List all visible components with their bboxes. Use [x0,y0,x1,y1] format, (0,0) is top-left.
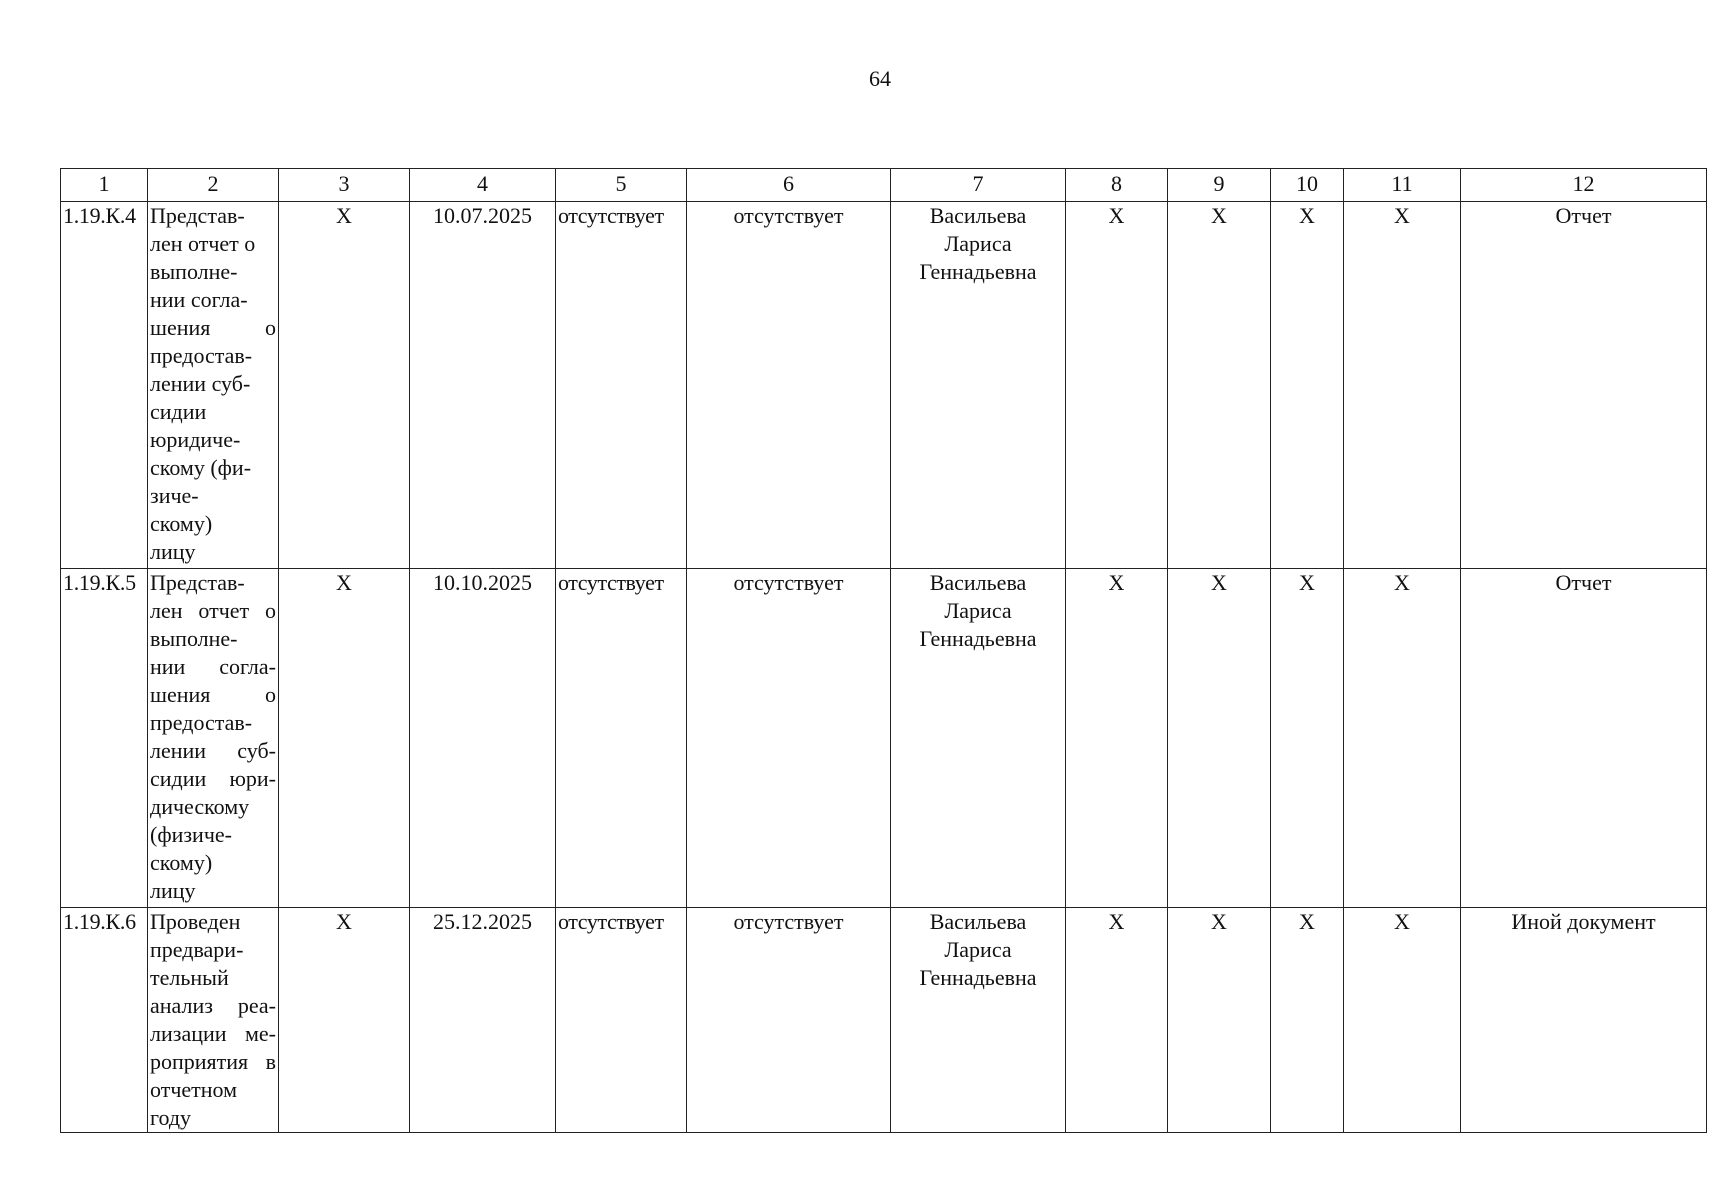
description-line: скому) [150,511,213,536]
control-point-code: 1.19.К.4 [61,202,148,569]
description-line: шения о [150,315,276,340]
column-header-4: 4 [410,169,556,202]
table-row [61,569,1707,908]
cell-col5: отсутствует [556,569,687,908]
description-line: предостав- [150,710,253,735]
cell-col6: отсутствует [687,569,891,908]
description-line: зиче- [150,483,199,508]
responsible-line: Лариса [944,937,1012,962]
table-row [61,908,1707,1133]
column-header-8: 8 [1066,169,1168,202]
cell-responsible [891,569,1066,908]
control-point-code: 1.19.К.5 [61,569,148,908]
cell-col9: Х [1168,202,1271,569]
column-header-1: 1 [61,169,148,202]
description-line: сидии [150,399,207,424]
responsible-line: Геннадьевна [919,259,1037,284]
responsible-line: Геннадьевна [919,626,1037,651]
description-line: нии согла- [150,654,276,679]
cell-col9: Х [1168,569,1271,908]
cell-document-type: Отчет [1461,202,1707,569]
description-line: тельный [150,965,229,990]
description-line: предвари- [150,937,244,962]
responsible-line: Васильева [929,909,1027,934]
description-line: выполне- [150,626,238,651]
description-line: лении суб- [150,738,276,763]
cell-responsible [891,202,1066,569]
cell-document-type: Иной документ [1461,908,1707,1133]
column-header-11: 11 [1344,169,1461,202]
description-line: лицу [150,878,196,903]
description-line: шения о [150,682,276,707]
description-line: Проведен [150,909,241,934]
description-line: Представ- [150,203,245,228]
description-line: роприятия в [150,1049,276,1074]
control-point-description [148,908,279,1133]
cell-date: 10.07.2025 [410,202,556,569]
description-line: сидии юри- [150,766,276,791]
column-header-9: 9 [1168,169,1271,202]
responsible-line: Лариса [944,231,1012,256]
column-header-5: 5 [556,169,687,202]
plan-table [60,168,1707,1133]
responsible-line: Геннадьевна [919,965,1037,990]
column-header-2: 2 [148,169,279,202]
cell-col5: отсутствует [556,908,687,1133]
page-number: 64 [869,66,891,91]
description-line: лизации ме- [150,1021,276,1046]
cell-col3: Х [279,202,410,569]
description-line: скому) [150,850,213,875]
cell-col3: Х [279,908,410,1133]
cell-col5: отсутствует [556,202,687,569]
description-line: предостав- [150,343,253,368]
description-line: скому (фи- [150,455,252,480]
control-point-code: 1.19.К.6 [61,908,148,1133]
header-row [61,169,1707,202]
cell-col6: отсутствует [687,908,891,1133]
column-header-3: 3 [279,169,410,202]
column-header-10: 10 [1271,169,1344,202]
description-line: дическому [150,794,250,819]
column-header-7: 7 [891,169,1066,202]
description-line: юридиче- [150,427,241,452]
description-line: Представ- [150,570,245,595]
responsible-line: Васильева [929,570,1027,595]
cell-col11: Х [1344,202,1461,569]
description-line: выполне- [150,259,238,284]
cell-col11: Х [1344,908,1461,1133]
cell-col8: Х [1066,569,1168,908]
cell-col10: Х [1271,908,1344,1133]
description-line: лении суб- [150,371,251,396]
table-row [61,202,1707,569]
cell-col10: Х [1271,569,1344,908]
cell-col11: Х [1344,569,1461,908]
responsible-line: Васильева [929,203,1027,228]
cell-col3: Х [279,569,410,908]
description-line: лицу [150,539,196,564]
description-line: нии согла- [150,287,248,312]
description-line: (физиче- [150,822,232,847]
cell-col10: Х [1271,202,1344,569]
column-header-12: 12 [1461,169,1707,202]
control-point-description [148,202,279,569]
cell-date: 10.10.2025 [410,569,556,908]
cell-col8: Х [1066,908,1168,1133]
cell-document-type: Отчет [1461,569,1707,908]
cell-responsible [891,908,1066,1133]
control-point-description [148,569,279,908]
cell-col6: отсутствует [687,202,891,569]
cell-date: 25.12.2025 [410,908,556,1133]
cell-col9: Х [1168,908,1271,1133]
description-line: отчетном [150,1077,238,1102]
column-header-6: 6 [687,169,891,202]
responsible-line: Лариса [944,598,1012,623]
cell-col8: Х [1066,202,1168,569]
description-line: лен отчет о [150,231,256,256]
description-line: лен отчет о [150,598,276,623]
description-line: анализ реа- [150,993,276,1018]
description-line: году [150,1105,192,1130]
